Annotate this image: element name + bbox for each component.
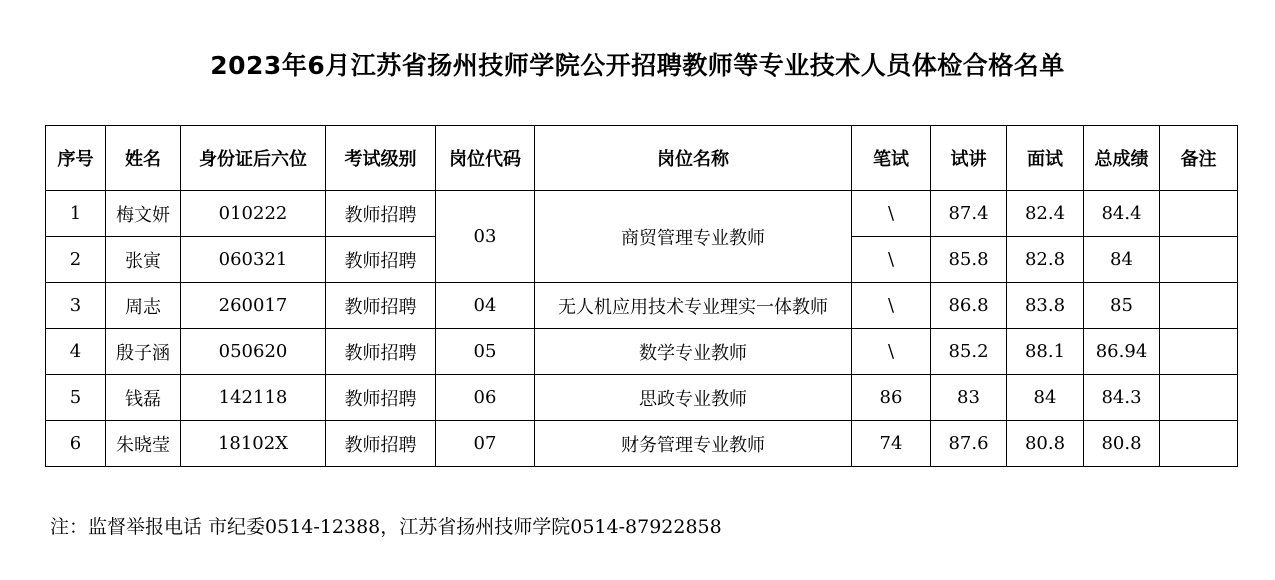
cell-lecture: 87.6 [931, 421, 1007, 467]
cell-total: 86.94 [1084, 329, 1160, 375]
header-lecture: 试讲 [931, 126, 1007, 191]
cell-id-last-six: 142118 [181, 375, 326, 421]
cell-interview: 88.1 [1007, 329, 1084, 375]
header-seq: 序号 [46, 126, 106, 191]
cell-written: \ [852, 329, 931, 375]
cell-written: 74 [852, 421, 931, 467]
cell-lecture: 87.4 [931, 191, 1007, 237]
cell-id-last-six: 18102X [181, 421, 326, 467]
cell-written: \ [852, 191, 931, 237]
table-row [46, 375, 1238, 421]
header-interview: 面试 [1007, 126, 1084, 191]
cell-remark [1160, 191, 1238, 237]
cell-position-code: 06 [436, 375, 535, 421]
cell-remark [1160, 421, 1238, 467]
cell-interview: 83.8 [1007, 283, 1084, 329]
hotline-note: 注：监督举报电话 市纪委0514-12388，江苏省扬州技师学院0514-87922858 [50, 516, 722, 538]
cell-total: 84.4 [1084, 191, 1160, 237]
cell-lecture: 83 [931, 375, 1007, 421]
cell-total: 84.3 [1084, 375, 1160, 421]
candidate-table [45, 125, 1238, 467]
cell-exam-level: 教师招聘 [326, 375, 436, 421]
cell-written: \ [852, 237, 931, 283]
cell-total: 84 [1084, 237, 1160, 283]
header-id-last-six: 身份证后六位 [181, 126, 326, 191]
cell-seq: 6 [46, 421, 106, 467]
cell-position-name: 思政专业教师 [535, 375, 852, 421]
cell-remark [1160, 375, 1238, 421]
cell-exam-level: 教师招聘 [326, 237, 436, 283]
header-name: 姓名 [106, 126, 181, 191]
cell-position-name: 商贸管理专业教师 [535, 191, 852, 283]
header-written: 笔试 [852, 126, 931, 191]
cell-name: 殷子涵 [106, 329, 181, 375]
cell-remark [1160, 283, 1238, 329]
cell-name: 朱晓莹 [106, 421, 181, 467]
cell-id-last-six: 060321 [181, 237, 326, 283]
cell-interview: 80.8 [1007, 421, 1084, 467]
cell-seq: 4 [46, 329, 106, 375]
cell-id-last-six: 050620 [181, 329, 326, 375]
cell-seq: 5 [46, 375, 106, 421]
table-row [46, 283, 1238, 329]
cell-position-name: 数学专业教师 [535, 329, 852, 375]
table-row [46, 329, 1238, 375]
header-exam-level: 考试级别 [326, 126, 436, 191]
cell-exam-level: 教师招聘 [326, 329, 436, 375]
cell-total: 80.8 [1084, 421, 1160, 467]
table-row [46, 191, 1238, 237]
cell-exam-level: 教师招聘 [326, 421, 436, 467]
cell-seq: 2 [46, 237, 106, 283]
cell-position-code: 03 [436, 191, 535, 283]
cell-interview: 84 [1007, 375, 1084, 421]
cell-position-code: 04 [436, 283, 535, 329]
cell-id-last-six: 010222 [181, 191, 326, 237]
cell-remark [1160, 237, 1238, 283]
cell-position-name: 无人机应用技术专业理实一体教师 [535, 283, 852, 329]
cell-written: 86 [852, 375, 931, 421]
cell-interview: 82.4 [1007, 191, 1084, 237]
header-position-code: 岗位代码 [436, 126, 535, 191]
header-total: 总成绩 [1084, 126, 1160, 191]
page-title: 2023年6月江苏省扬州技师学院公开招聘教师等专业技术人员体检合格名单 [210, 51, 1065, 80]
header-remark: 备注 [1160, 126, 1238, 191]
header-position-name: 岗位名称 [535, 126, 852, 191]
cell-position-code: 05 [436, 329, 535, 375]
cell-interview: 82.8 [1007, 237, 1084, 283]
cell-lecture: 85.2 [931, 329, 1007, 375]
cell-lecture: 86.8 [931, 283, 1007, 329]
cell-exam-level: 教师招聘 [326, 191, 436, 237]
cell-exam-level: 教师招聘 [326, 283, 436, 329]
cell-name: 钱磊 [106, 375, 181, 421]
table-row [46, 421, 1238, 467]
cell-name: 周志 [106, 283, 181, 329]
cell-total: 85 [1084, 283, 1160, 329]
cell-seq: 1 [46, 191, 106, 237]
cell-remark [1160, 329, 1238, 375]
cell-lecture: 85.8 [931, 237, 1007, 283]
cell-written: \ [852, 283, 931, 329]
cell-name: 张寅 [106, 237, 181, 283]
cell-position-code: 07 [436, 421, 535, 467]
table-header-row [46, 126, 1238, 191]
cell-name: 梅文妍 [106, 191, 181, 237]
cell-seq: 3 [46, 283, 106, 329]
cell-position-name: 财务管理专业教师 [535, 421, 852, 467]
cell-id-last-six: 260017 [181, 283, 326, 329]
